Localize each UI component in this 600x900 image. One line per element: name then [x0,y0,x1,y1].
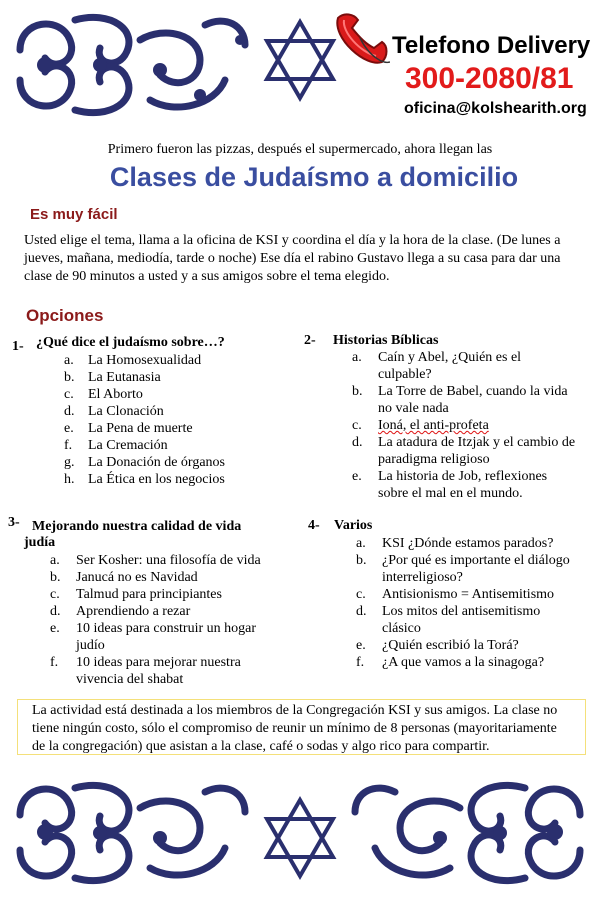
notice-line: La actividad está destinada a los miembros de la Congregación KSI y sus amigos. La clase no [32,703,558,718]
list-item: e. La historia de Job, reflexiones sobre el mal en el mundo. [352,469,548,501]
section-1-title: ¿Qué dice el judaísmo sobre…? [36,335,225,350]
notice-line: de la congregación) que asistan a la clase, café o sodas y algo rico para compartir. [32,739,490,754]
intro-text: Primero fueron las pizzas, después el supermercado, ahora llegan las [107,142,493,157]
options-heading: Opciones [26,306,104,325]
section-2-number: 2- [304,333,316,348]
list-item: a. La Homosexualidad [64,353,202,368]
description-line: Usted elige el tema, llama a la oficina de KSI y coordina el día y la hora de la clase. (De lunes a [24,233,561,248]
description-line: clase de 90 minutos a usted y a sus amigos sobre el tema elegido. [24,269,390,284]
section-2-title: Historias Bíblicas [333,333,439,348]
list-item: c. El Aborto [64,387,143,402]
section-4-title: Varios [334,518,373,533]
star-of-david-icon [267,22,333,98]
list-item: f. 10 ideas para mejorar nuestra vivencia del shabat [50,655,241,687]
list-item: d. Los mitos del antisemitismo clásico [356,604,541,636]
section-3-number: 3- [8,515,20,530]
list-item: a. Ser Kosher: una filosofía de vida [50,553,261,568]
list-item: f. ¿A que vamos a la sinagoga? [356,655,545,670]
list-item: e. 10 ideas para construir un hogar judío [50,621,256,653]
description-line: jueves, mañana, mediodía, tarde o noche) Ese día el rabino Gustavo llega a su casa para dar una [24,251,561,266]
list-item: d. La Clonación [64,404,164,419]
section-1-list [64,352,304,488]
telephone-icon [330,8,390,68]
bottom-ornament-banner [0,770,600,900]
list-item: d. Aprendiendo a rezar [50,604,191,619]
list-item: b. La Eutanasia [64,370,161,385]
list-item: d. La atadura de Itzjak y el cambio de paradigma religioso [352,435,576,467]
section-3-title-cont: judía [24,535,56,550]
description [24,232,586,286]
star-of-david-icon [267,800,333,876]
notice-box [17,699,586,755]
list-item: e. La Pena de muerte [64,421,193,436]
notice-line: tiene ningún costo, sólo el compromiso de reunir un mínimo de 8 personas (mayoritariamente [32,721,557,736]
list-item: b. ¿Por qué es importante el diálogo interreligioso? [356,553,570,585]
list-item: b. Janucá no es Navidad [50,570,198,585]
section-4-number: 4- [308,518,320,533]
section-4-list [356,535,596,671]
list-item: a. KSI ¿Dónde estamos parados? [356,536,554,551]
easy-heading: Es muy fácil [30,206,118,223]
list-item: c. Ioná, el anti-profeta [352,418,489,433]
email-address: oficina@kolshearith.org [404,100,587,117]
section-3-title: Mejorando nuestra calidad de vida [32,519,242,534]
page-title: Clases de Judaísmo a domicilio [109,162,519,192]
list-item: h. La Ética en los negocios [64,472,225,487]
list-item: c. Antisionismo = Antisemitismo [356,587,555,602]
list-item: c. Talmud para principiantes [50,587,222,602]
list-item: e. ¿Quién escribió la Torá? [356,638,519,653]
phone-number: 300-2080/81 [405,62,574,95]
list-item: f. La Cremación [64,438,168,453]
list-item: a. Caín y Abel, ¿Quién es el culpable? [352,350,522,382]
list-item: g. La Donación de órganos [64,455,225,470]
section-1-number: 1- [12,339,24,354]
section-2-list [352,349,592,502]
list-item: b. La Torre de Babel, cuando la vida no vale nada [352,384,568,416]
section-3-list [50,552,300,688]
delivery-title: Telefono Delivery [392,32,591,59]
